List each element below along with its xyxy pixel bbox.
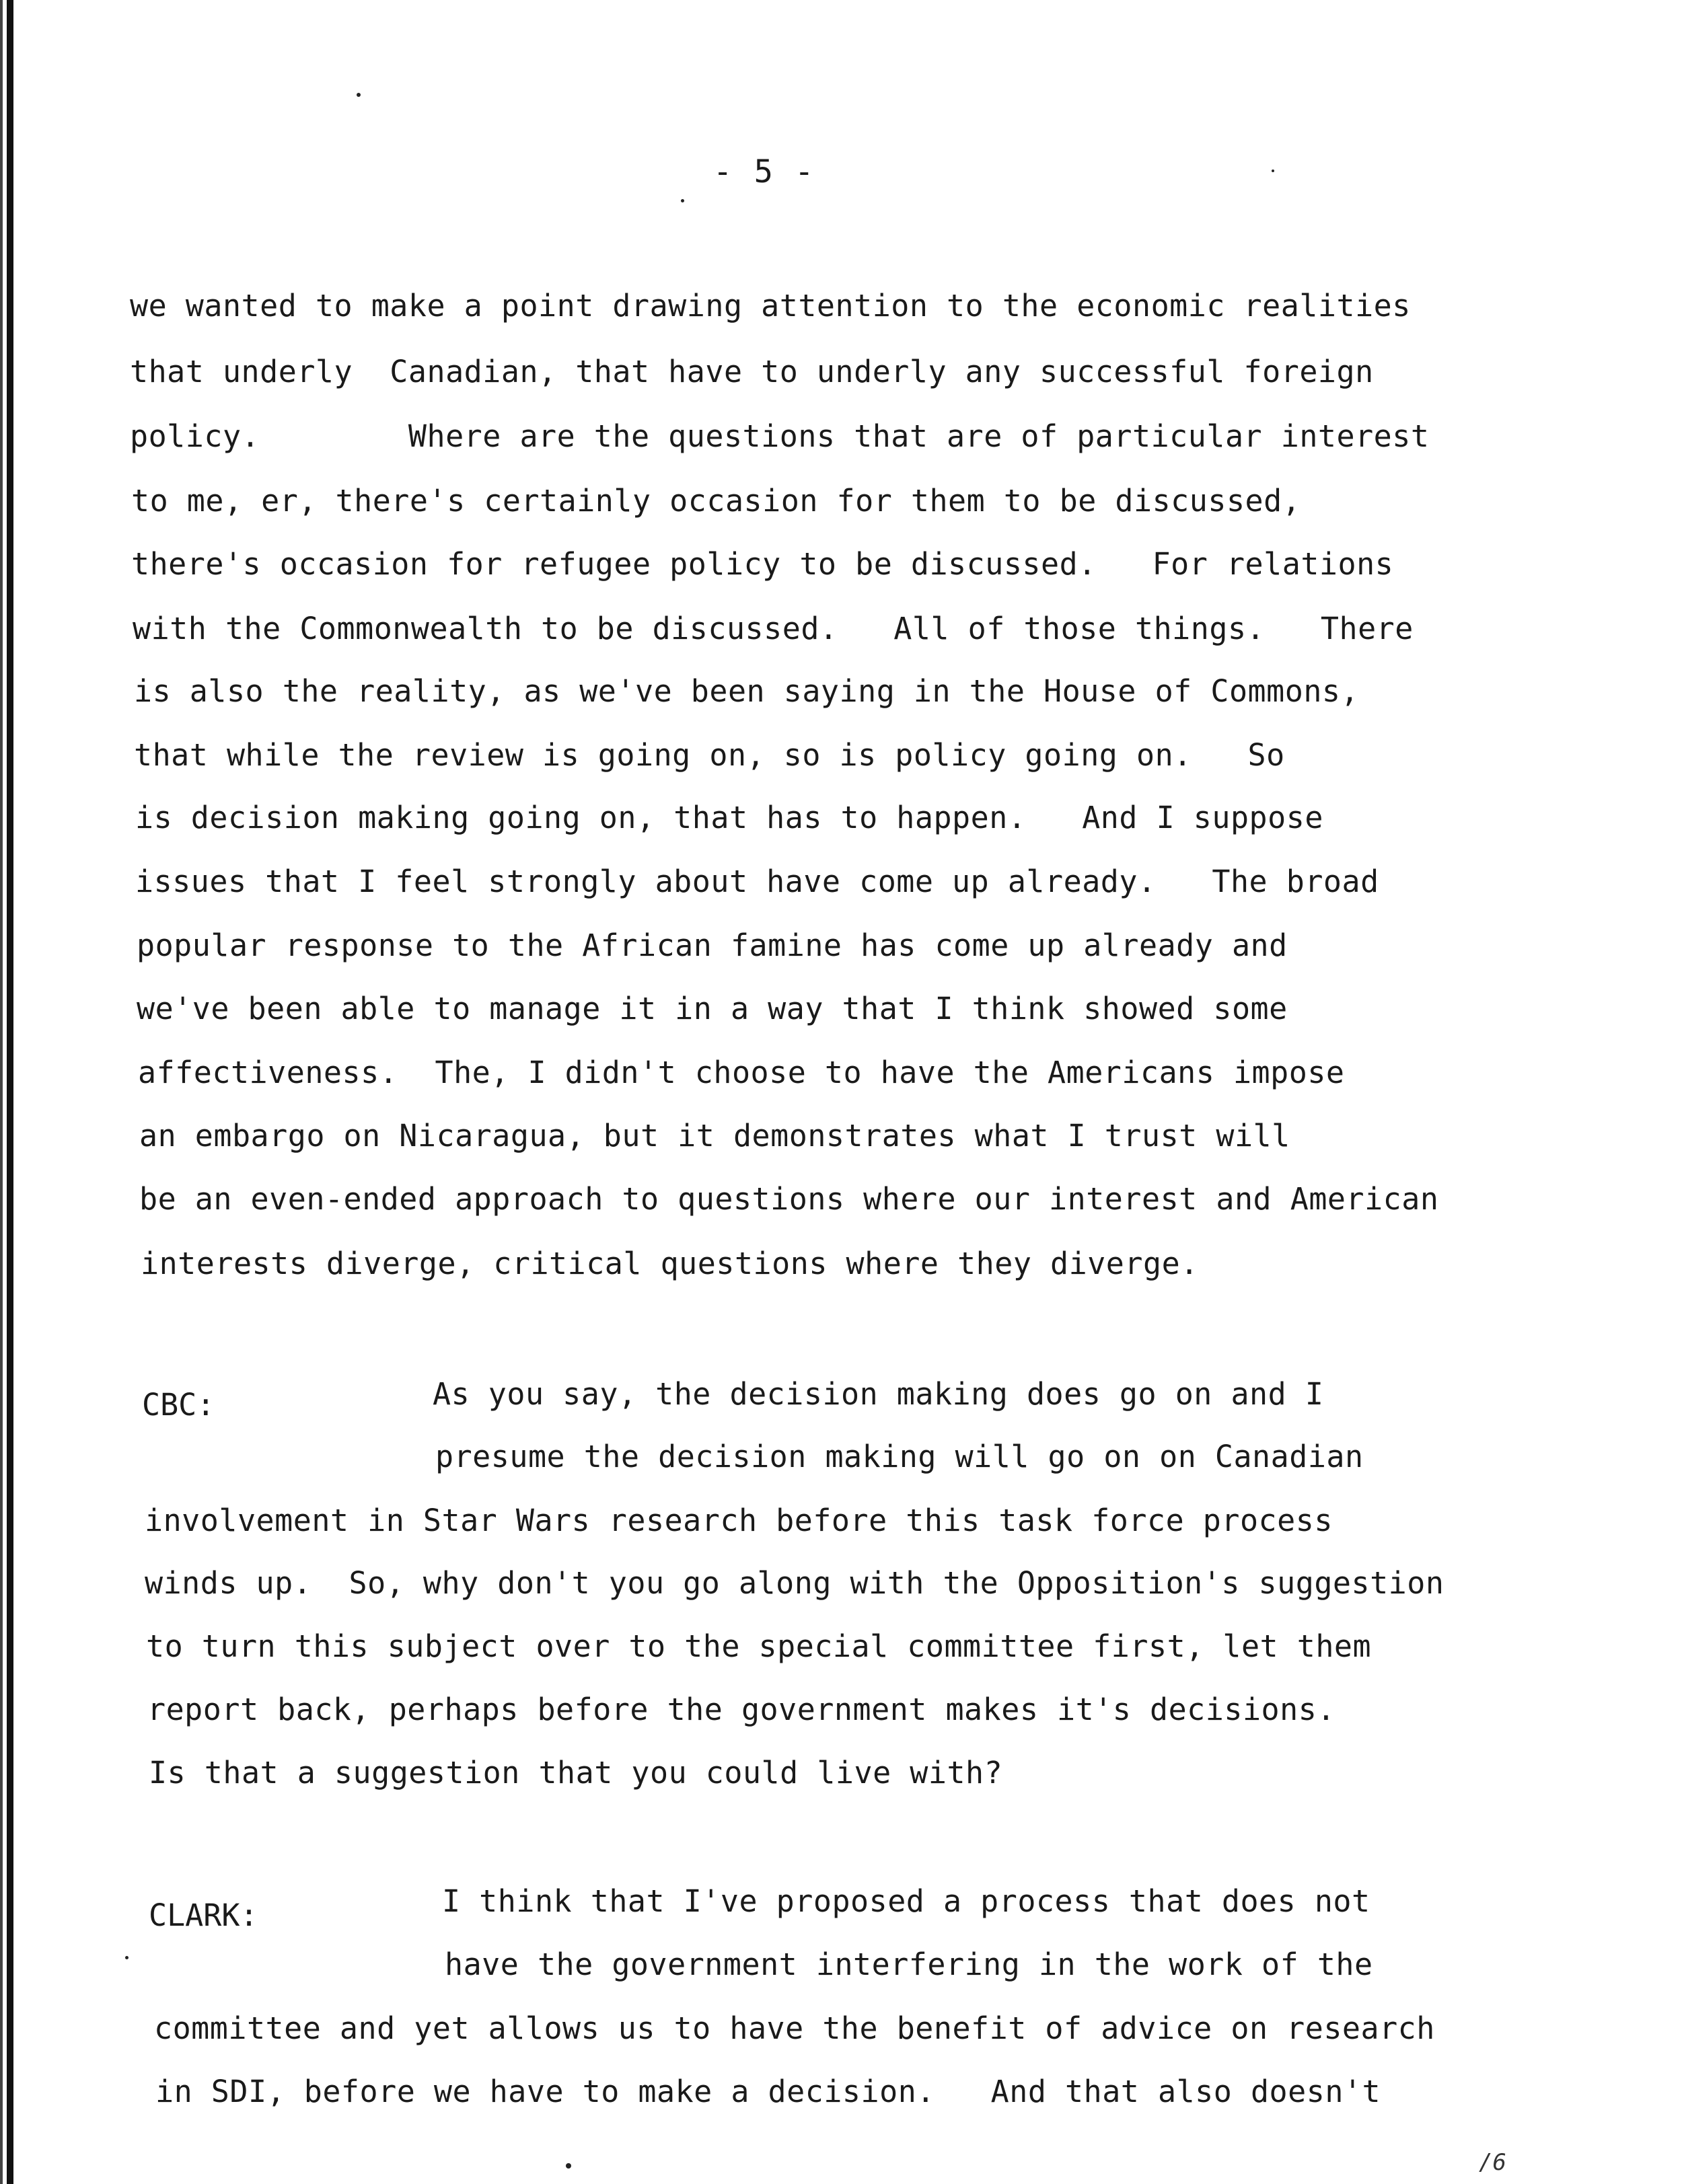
text-line: report back, perhaps before the government makes it's decisions. bbox=[147, 1692, 1335, 1727]
text-line: we wanted to make a point drawing attention to the economic realities bbox=[130, 288, 1411, 324]
text-line: that underly Canadian, that have to underly any successful foreign bbox=[130, 354, 1374, 389]
text-line: we've been able to manage it in a way that I think showed some bbox=[137, 991, 1288, 1026]
text-line: I think that I've proposed a process that does not bbox=[442, 1883, 1370, 1919]
text-line: Is that a suggestion that you could live with? bbox=[149, 1755, 1003, 1791]
scan-binding-edge bbox=[7, 0, 13, 2184]
text-line: be an even-ended approach to questions where our interest and American bbox=[139, 1181, 1439, 1217]
text-line: committee and yet allows us to have the benefit of advice on research bbox=[154, 2010, 1435, 2046]
text-line: affectiveness. The, I didn't choose to have the Americans impose bbox=[138, 1055, 1345, 1090]
scan-speck bbox=[1272, 170, 1274, 172]
text-line: policy. Where are the questions that are of particular interest bbox=[130, 418, 1430, 454]
text-line: issues that I feel strongly about have come up already. The broad bbox=[135, 864, 1379, 899]
text-line: involvement in Star Wars research before this task force process bbox=[145, 1503, 1333, 1538]
scan-speck bbox=[125, 1956, 129, 1959]
text-line: As you say, the decision making does go on and I bbox=[433, 1376, 1324, 1412]
corner-page-mark: /6 bbox=[1479, 2149, 1506, 2176]
text-line: that while the review is going on, so is policy going on. So bbox=[134, 737, 1285, 773]
text-line: interests diverge, critical questions where they diverge. bbox=[141, 1246, 1199, 1281]
scan-speck bbox=[357, 93, 361, 97]
text-line: to turn this subject over to the special committee first, let them bbox=[146, 1628, 1372, 1664]
page-number: - 5 - bbox=[713, 153, 815, 190]
scan-speck bbox=[566, 2163, 571, 2169]
text-line: is decision making going on, that has to happen. And I suppose bbox=[135, 800, 1323, 835]
text-line: presume the decision making will go on on Canadian bbox=[435, 1439, 1364, 1474]
scan-edge-shadow bbox=[0, 0, 3, 2184]
text-line: is also the reality, as we've been saying in the House of Commons, bbox=[134, 673, 1360, 709]
text-line: an embargo on Nicaragua, but it demonstrates what I trust will bbox=[139, 1118, 1290, 1154]
text-line: winds up. So, why don't you go along with the Opposition's suggestion bbox=[145, 1565, 1444, 1601]
text-line: there's occasion for refugee policy to be discussed. For relations bbox=[131, 546, 1394, 582]
text-line: popular response to the African famine has come up already and bbox=[137, 928, 1288, 963]
scan-speck bbox=[681, 199, 684, 202]
text-line: to me, er, there's certainly occasion for them to be discussed, bbox=[131, 483, 1301, 519]
speaker-label-clark: CLARK: bbox=[149, 1897, 258, 1933]
speaker-label-cbc: CBC: bbox=[142, 1387, 215, 1423]
text-line: in SDI, before we have to make a decision. And that also doesn't bbox=[155, 2074, 1381, 2109]
text-line: have the government interfering in the work of the bbox=[445, 1947, 1373, 1982]
text-line: with the Commonwealth to be discussed. All of those things. There bbox=[133, 611, 1414, 646]
